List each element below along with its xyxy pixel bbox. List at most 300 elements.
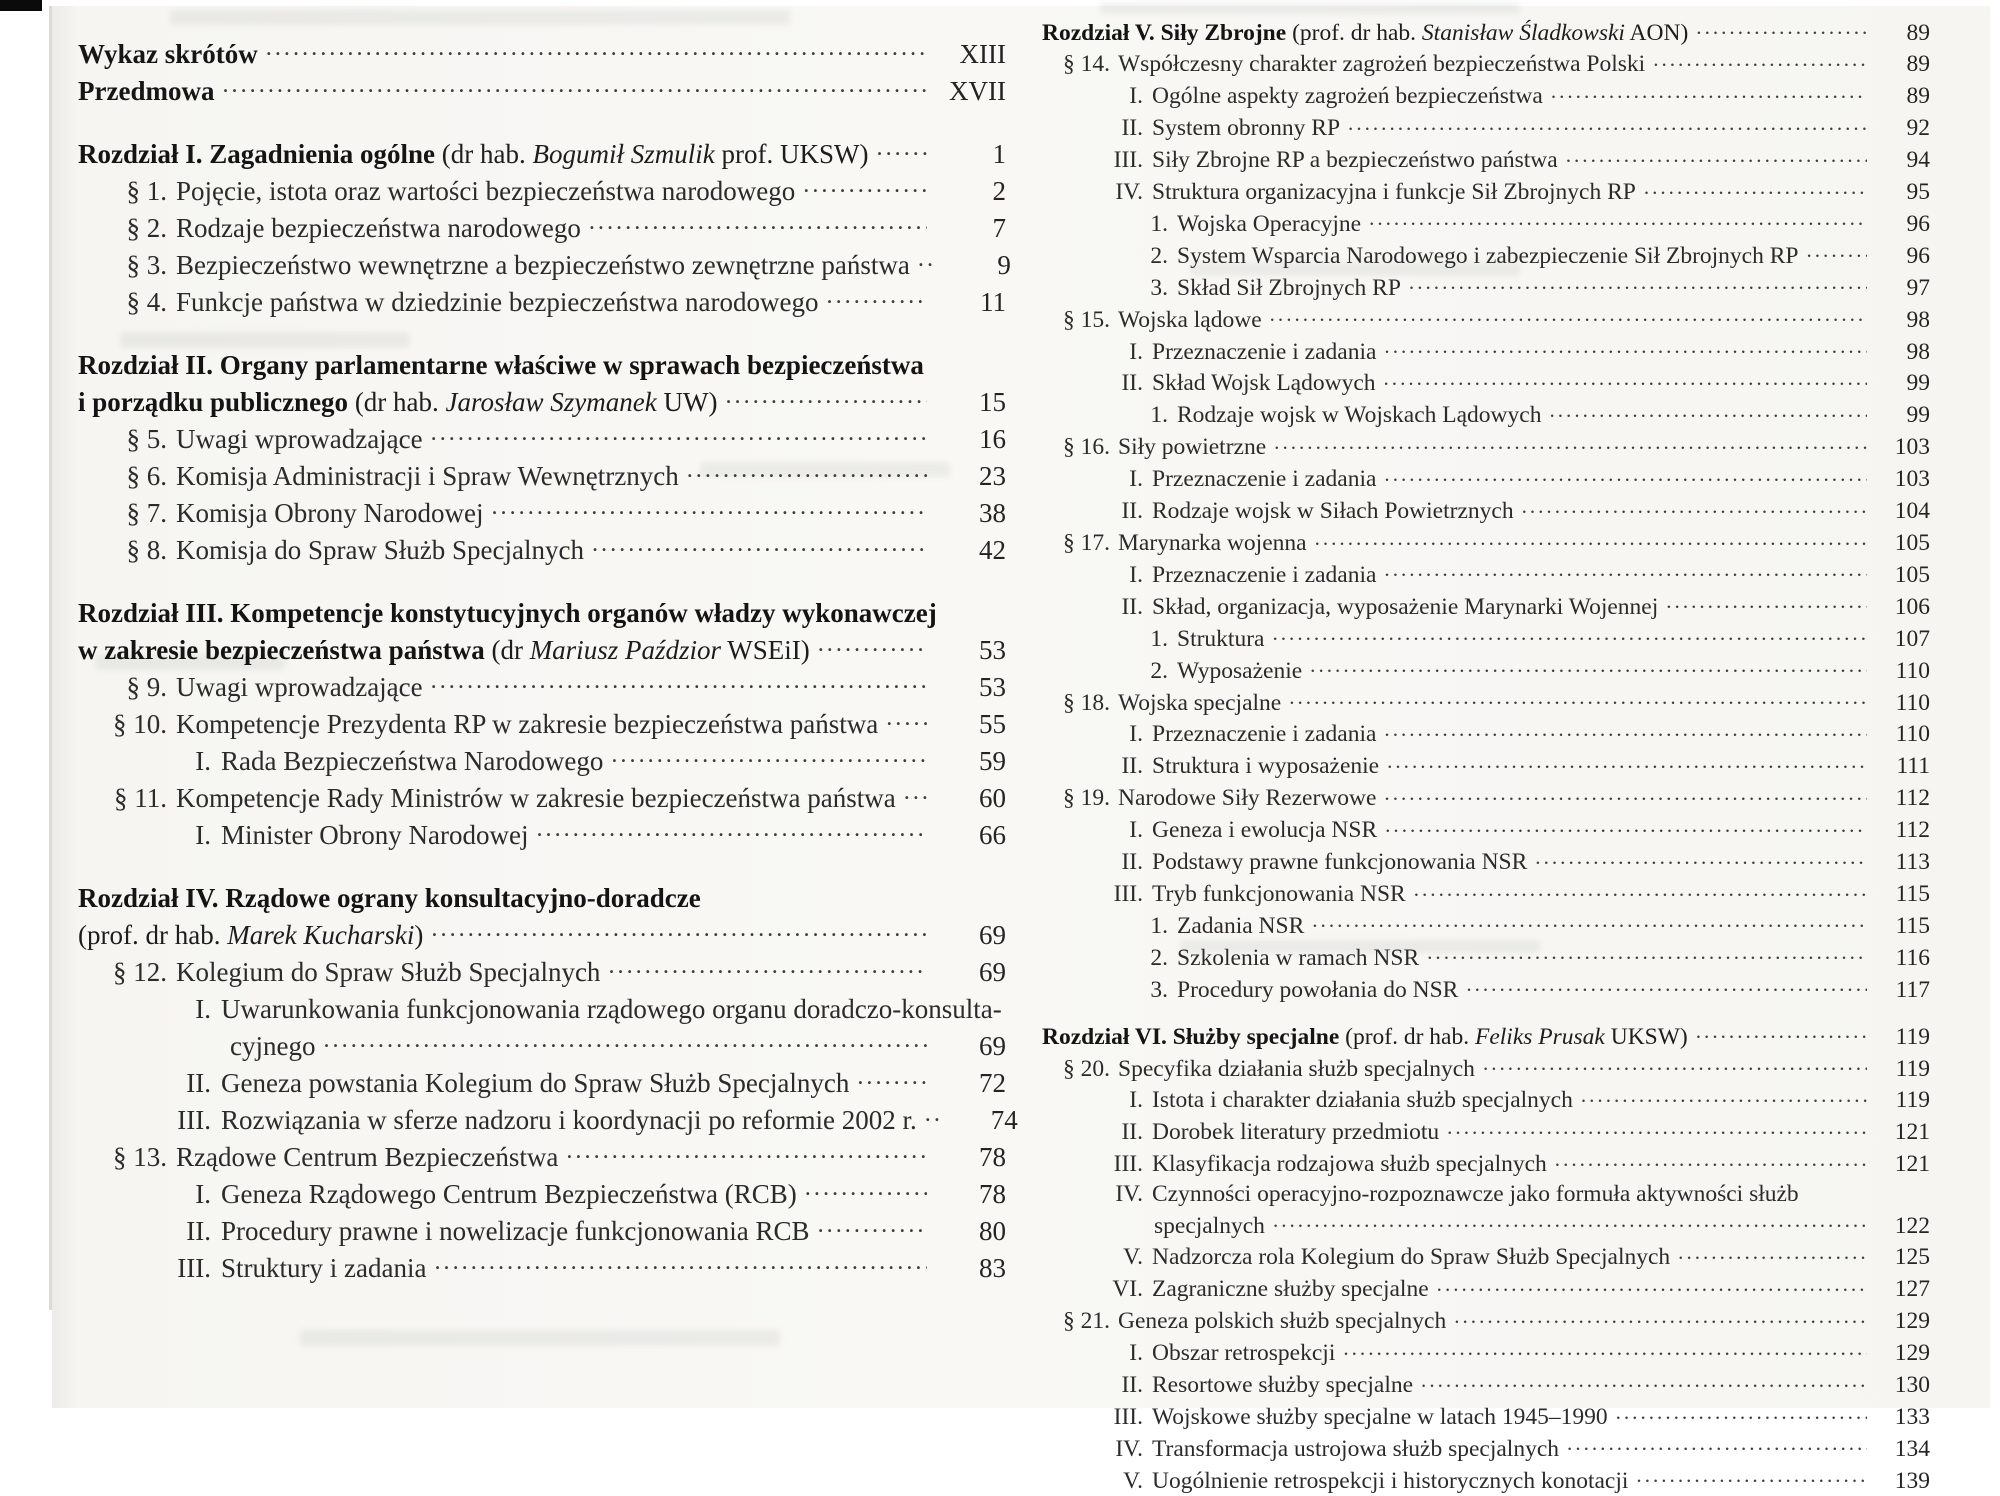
entry-number: IV.: [1115, 1180, 1143, 1207]
toc-row: [78, 1176, 1006, 1213]
dot-leader: [592, 532, 927, 559]
page-number: 74: [990, 1105, 1018, 1135]
page-number: 78: [979, 1142, 1006, 1172]
page-number: 2: [992, 176, 1006, 206]
page-number: 133: [1894, 1403, 1930, 1430]
entry-number: § 12.: [113, 957, 167, 987]
page-number: 110: [1895, 689, 1930, 716]
entry-number: § 13.: [113, 1142, 167, 1172]
dot-leader: [1549, 399, 1867, 423]
toc-row: [78, 73, 1006, 110]
dot-leader: [1581, 1084, 1867, 1108]
entry-number: I.: [1129, 466, 1143, 493]
entry-number: II.: [1121, 1372, 1143, 1399]
dot-leader: [431, 917, 927, 944]
entry-number: II.: [1121, 370, 1143, 397]
entry-label: Szkolenia w ramach NSR: [1177, 944, 1420, 971]
toc-row: [1042, 431, 1930, 463]
dot-leader: [431, 421, 927, 448]
page-number: 1: [992, 139, 1006, 169]
entry-number: II.: [1121, 753, 1143, 780]
toc-row: [1042, 1116, 1930, 1148]
entry-label: Skład, organizacja, wyposażenie Marynarki Wojennej: [1152, 593, 1659, 620]
page-number: 103: [1894, 466, 1930, 493]
toc-row: [1042, 814, 1930, 846]
dot-leader: [1384, 335, 1867, 359]
page-number: 99: [1906, 370, 1930, 397]
page-number: 23: [979, 461, 1006, 491]
toc-row: [1042, 80, 1930, 112]
entry-number: I.: [1129, 83, 1143, 110]
entry-label-segment: Feliks Prusak: [1474, 1023, 1605, 1050]
dot-leader: [1427, 941, 1867, 965]
entry-label: [1042, 19, 1688, 48]
entry-label-segment: AON): [1624, 19, 1689, 46]
entry-label: Narodowe Siły Rezerwowe: [1118, 785, 1377, 812]
entry-label: Procedury prawne i nowelizacje funkcjonowania RCB: [221, 1216, 810, 1246]
entry-label: Czynności operacyjno-rozpoznawcze jako formuła aktywności służb: [1152, 1180, 1799, 1207]
entry-label-segment: Stanisław Śladkowski: [1421, 19, 1625, 46]
entry-label-segment: w zakresie bezpieczeństwa państwa: [78, 635, 492, 665]
page-number: XIII: [959, 39, 1006, 69]
toc-row: [1042, 909, 1930, 941]
page-number: 69: [979, 957, 1006, 987]
page-number: 11: [980, 287, 1006, 317]
page-number: 110: [1895, 721, 1930, 748]
toc-row: [1042, 846, 1930, 878]
entry-number: § 17.: [1063, 530, 1110, 556]
entry-number: III.: [1113, 147, 1143, 174]
page-number: 59: [979, 746, 1006, 776]
entry-label-segment: UKSW): [1604, 1023, 1688, 1050]
dot-leader: [803, 173, 927, 200]
entry-number: II.: [1121, 1119, 1143, 1146]
dot-leader: [1644, 176, 1867, 200]
entry-label: System obronny RP: [1152, 115, 1341, 142]
toc-row: [78, 173, 1006, 210]
entry-number: 3.: [1150, 274, 1168, 301]
entry-number: § 1.: [126, 176, 167, 206]
page-number: 105: [1894, 530, 1930, 556]
entry-number: VI.: [1112, 1276, 1143, 1303]
dot-leader: [266, 36, 927, 63]
page-number: 125: [1894, 1244, 1930, 1271]
dot-leader: [1806, 239, 1867, 263]
dot-leader: [1567, 1432, 1867, 1456]
entry-number: V.: [1123, 1467, 1143, 1494]
entry-number: I.: [1129, 338, 1143, 365]
dot-leader: [1522, 495, 1867, 519]
page-number: 129: [1894, 1308, 1930, 1335]
page-number: 117: [1895, 976, 1930, 1003]
toc-row: [78, 1102, 1018, 1139]
page-number: 129: [1894, 1340, 1930, 1367]
entry-number: 3.: [1150, 976, 1168, 1003]
toc-row: [78, 284, 1006, 321]
dot-leader: [1447, 1116, 1867, 1140]
dot-leader: [1384, 463, 1867, 487]
toc-row: [1042, 495, 1930, 527]
page-number: 53: [979, 635, 1006, 665]
page-number: 69: [979, 1031, 1006, 1061]
page-number: 89: [1906, 83, 1930, 110]
entry-number: I.: [195, 994, 211, 1024]
page-number: 9: [997, 250, 1011, 280]
entry-number: § 15.: [1063, 306, 1110, 333]
toc-row: [78, 384, 1006, 421]
page-number: 89: [1906, 19, 1930, 46]
entry-label: [78, 632, 810, 669]
entry-number: § 16.: [1063, 434, 1110, 461]
toc-row: [1042, 1337, 1930, 1369]
toc-row: [78, 1250, 1006, 1287]
toc-row: [78, 136, 1006, 173]
entry-label: Kompetencje Prezydenta RP w zakresie bezpieczeństwa państwa: [176, 709, 879, 739]
toc-row: [1042, 1464, 1930, 1496]
toc-row: [1042, 463, 1930, 495]
dot-leader: [1535, 846, 1867, 870]
dot-leader: [805, 1176, 927, 1203]
entry-number: IV.: [1115, 1435, 1143, 1462]
entry-number: I.: [1129, 1087, 1143, 1114]
entry-label: Specyfika działania służb specjalnych: [1118, 1055, 1475, 1082]
dot-leader: [431, 669, 927, 696]
entry-label-segment: WSEiI): [720, 635, 810, 665]
toc-row: [78, 1028, 1006, 1065]
toc-row: [78, 632, 1006, 669]
toc-row: [1042, 1084, 1930, 1116]
toc-row: [78, 706, 1006, 743]
entry-label-segment: (dr hab.: [441, 139, 533, 169]
entry-number: § 3.: [126, 250, 167, 280]
toc-row: [1042, 622, 1930, 654]
dot-leader: [589, 210, 927, 237]
toc-row: [78, 743, 1006, 780]
entry-label: Wojskowe służby specjalne w latach 1945–1990: [1152, 1403, 1608, 1430]
page-number: 130: [1894, 1372, 1930, 1399]
dot-leader: [1384, 367, 1867, 391]
entry-label: Procedury powołania do NSR: [1177, 976, 1459, 1003]
page-number: 16: [979, 424, 1006, 454]
toc-row: [1042, 782, 1930, 814]
entry-label-segment: Jarosław Szymanek: [445, 387, 657, 417]
entry-number: 1.: [1150, 210, 1168, 237]
entry-label-segment: Rozdział I. Zagadnienia ogólne: [78, 139, 442, 169]
page-number: 122: [1894, 1212, 1930, 1239]
entry-number: § 6.: [126, 461, 167, 491]
page-number: 105: [1894, 561, 1930, 588]
entry-label: Struktura: [1177, 625, 1265, 652]
toc-row: [1042, 527, 1930, 559]
entry-label: Kolegium do Spraw Służb Specjalnych: [176, 957, 601, 987]
entry-number: 2.: [1150, 944, 1168, 971]
entry-label-segment: i porządku publicznego: [78, 387, 355, 417]
page-number: 96: [1906, 210, 1930, 237]
toc-row: [1042, 973, 1930, 1005]
toc-row: [78, 421, 1006, 458]
toc-row: [78, 532, 1006, 569]
toc-row: [78, 817, 1006, 854]
page-number: 83: [979, 1253, 1006, 1283]
dot-leader: [611, 743, 927, 770]
dot-leader: [1483, 1052, 1867, 1076]
entry-label: Siły Zbrojne RP a bezpieczeństwo państwa: [1152, 147, 1558, 174]
entry-label: Komisja Obrony Narodowej: [176, 498, 484, 528]
dot-leader: [725, 384, 927, 411]
entry-number: 1.: [1150, 912, 1168, 939]
page-number: 127: [1894, 1276, 1930, 1303]
page-number: 94: [1906, 147, 1930, 174]
toc-row: [1042, 718, 1930, 750]
dot-leader: [1696, 1020, 1867, 1044]
entry-number: V.: [1123, 1244, 1143, 1271]
page-number: 78: [979, 1179, 1006, 1209]
entry-number: I.: [195, 746, 211, 776]
entry-label: Kompetencje Rady Ministrów w zakresie bezpieczeństwa państwa: [176, 783, 896, 813]
entry-label: Struktura i wyposażenie: [1152, 753, 1380, 780]
entry-label: Wojska lądowe: [1118, 306, 1262, 333]
entry-label-segment: (dr: [491, 635, 530, 665]
dot-leader: [1384, 558, 1867, 582]
page-number: 98: [1906, 306, 1930, 333]
page-number: 113: [1895, 849, 1930, 876]
toc-row: [78, 210, 1006, 247]
entry-label: Rządowe Centrum Bezpieczeństwa: [176, 1142, 559, 1172]
toc-row: [78, 1213, 1006, 1250]
entry-label: [78, 880, 701, 917]
toc-row: [78, 1139, 1006, 1176]
entry-number: § 11.: [114, 783, 167, 813]
entry-number: III.: [177, 1105, 211, 1135]
page-number: 121: [1894, 1151, 1930, 1178]
page-number: 98: [1906, 338, 1930, 365]
toc-row: [1042, 1020, 1930, 1052]
entry-number: I.: [1129, 1340, 1143, 1367]
entry-number: I.: [195, 820, 211, 850]
entry-label-segment: Rozdział VI. Służby specjalne: [1042, 1023, 1346, 1050]
page-number: 92: [1906, 115, 1930, 142]
entry-number: I.: [1129, 721, 1143, 748]
toc-row: [78, 991, 1006, 1028]
entry-number: § 8.: [126, 535, 167, 565]
dot-leader: [434, 1250, 927, 1277]
toc-row: [78, 495, 1006, 532]
toc-row: [1042, 590, 1930, 622]
page-number: 66: [979, 820, 1006, 850]
entry-label: Funkcje państwa w dziedzinie bezpieczeństwa narodowego: [176, 287, 819, 317]
toc-row: [1042, 941, 1930, 973]
dot-leader: [1384, 782, 1867, 806]
toc-row: [1042, 1369, 1930, 1401]
entry-label: Komisja do Spraw Służb Specjalnych: [176, 535, 584, 565]
page-edge-line: [49, 6, 52, 1310]
page-number: 115: [1895, 880, 1930, 907]
entry-label: Bezpieczeństwo wewnętrzne a bezpieczeństwo zewnętrzne państwa: [176, 250, 910, 280]
entry-number: II.: [1121, 593, 1143, 620]
entry-label-segment: (prof. dr hab.: [78, 920, 228, 950]
entry-number: § 10.: [113, 709, 167, 739]
entry-number: II.: [1121, 498, 1143, 525]
toc-row: [1042, 207, 1930, 239]
page-number: 119: [1895, 1055, 1930, 1082]
toc-left-column: [78, 36, 1018, 1287]
entry-label-segment: Mariusz Paździor: [529, 635, 721, 665]
page-number: 7: [992, 213, 1006, 243]
dot-leader: [877, 136, 928, 163]
entry-label: Uwagi wprowadzające: [176, 424, 423, 454]
entry-number: III.: [177, 1253, 211, 1283]
dot-leader: [1274, 431, 1867, 455]
entry-label: Zadania NSR: [1177, 912, 1305, 939]
page-number: 42: [979, 535, 1006, 565]
entry-number: § 7.: [126, 498, 167, 528]
toc-row: [1042, 16, 1930, 48]
entry-number: III.: [1113, 880, 1143, 907]
page-number: 95: [1906, 179, 1930, 206]
entry-label: Struktury i zadania: [221, 1253, 427, 1283]
dot-leader: [1678, 1241, 1867, 1265]
entry-number: § 18.: [1063, 689, 1110, 716]
page-number: 115: [1895, 912, 1930, 939]
entry-number: 1.: [1150, 402, 1168, 429]
toc-row: [1042, 399, 1930, 431]
entry-number: I.: [195, 1179, 211, 1209]
entry-number: § 20.: [1063, 1055, 1110, 1082]
dot-leader: [818, 1213, 927, 1240]
dot-leader: [1369, 207, 1867, 231]
dot-leader: [1653, 48, 1867, 72]
dot-leader: [904, 780, 927, 807]
entry-label: [78, 384, 717, 421]
dot-leader: [1555, 1148, 1867, 1172]
entry-label: Nadzorcza rola Kolegium do Spraw Służb Specjalnych: [1152, 1244, 1671, 1271]
dot-leader: [1272, 622, 1867, 646]
entry-label: Uwarunkowania funkcjonowania rządowego organu doradczo-konsulta-: [221, 994, 1002, 1024]
dot-leader: [1616, 1400, 1867, 1424]
entry-label: Zagraniczne służby specjalne: [1152, 1276, 1429, 1303]
page-number: 116: [1895, 944, 1930, 971]
entry-label: Skład Wojsk Lądowych: [1152, 370, 1376, 397]
toc-row: [78, 1065, 1006, 1102]
entry-label: Rodzaje wojsk w Siłach Powietrznych: [1152, 498, 1514, 525]
toc-row: [1042, 335, 1930, 367]
dot-leader: [566, 1139, 927, 1166]
entry-label: Rodzaje wojsk w Wojskach Lądowych: [1177, 402, 1542, 429]
dot-leader: [536, 817, 927, 844]
entry-number: IV.: [1115, 179, 1143, 206]
entry-label: Uwagi wprowadzające: [176, 672, 423, 702]
entry-label: cyjnego: [230, 1031, 316, 1061]
entry-number: 1.: [1150, 625, 1168, 652]
entry-label: Rozwiązania w sferze nadzoru i koordynacji po reformie 2002 r.: [221, 1105, 917, 1135]
entry-number: II.: [1121, 115, 1143, 142]
toc-row: [1042, 367, 1930, 399]
page-number: 55: [979, 709, 1006, 739]
entry-label: specjalnych: [1154, 1212, 1265, 1239]
dot-leader: [1409, 271, 1867, 295]
dot-leader: [1454, 1305, 1867, 1329]
scan-corner-mark: [0, 0, 42, 11]
page-number: 119: [1895, 1023, 1930, 1050]
page-number: 119: [1895, 1087, 1930, 1114]
entry-label: Przeznaczenie i zadania: [1152, 338, 1377, 365]
page-number: 103: [1894, 434, 1930, 461]
entry-number: III.: [1113, 1403, 1143, 1430]
entry-label: [1042, 1023, 1688, 1052]
entry-label: Resortowe służby specjalne: [1152, 1372, 1414, 1399]
entry-label: Wykaz skrótów: [78, 39, 258, 69]
page-number: 121: [1894, 1119, 1930, 1146]
page-number: 89: [1906, 51, 1930, 78]
toc-row: [78, 595, 1006, 632]
dot-leader: [1466, 973, 1867, 997]
entry-label: Tryb funkcjonowania NSR: [1152, 880, 1406, 907]
toc-row: [1042, 654, 1930, 686]
entry-label: Geneza powstania Kolegium do Spraw Służb Specjalnych: [221, 1068, 850, 1098]
dot-leader: [857, 1065, 927, 1092]
entry-label: Klasyfikacja rodzajowa służb specjalnych: [1152, 1151, 1547, 1178]
entry-label: [78, 136, 869, 173]
dot-leader: [1343, 1337, 1867, 1361]
toc-row: [1042, 1180, 1930, 1209]
entry-label: Ogólne aspekty zagrożeń bezpieczeństwa: [1152, 83, 1543, 110]
entry-label: Pojęcie, istota oraz wartości bezpieczeństwa narodowego: [176, 176, 796, 206]
toc-row: [1042, 1209, 1930, 1241]
toc-row: [78, 917, 1006, 954]
toc-row: [1042, 558, 1930, 590]
dot-leader: [1289, 686, 1867, 710]
entry-number: § 4.: [126, 287, 167, 317]
page-number: 38: [979, 498, 1006, 528]
dot-leader: [1666, 590, 1867, 614]
page-number: 15: [979, 387, 1006, 417]
dot-leader: [827, 284, 927, 311]
entry-label: Marynarka wojenna: [1118, 530, 1307, 556]
dot-leader: [1696, 16, 1867, 40]
entry-label: Skład Sił Zbrojnych RP: [1177, 274, 1401, 301]
entry-number: II.: [1121, 849, 1143, 876]
page-number: 107: [1894, 625, 1930, 652]
dot-leader: [1312, 909, 1867, 933]
entry-label: Wojska Operacyjne: [1177, 210, 1362, 237]
dot-leader: [1437, 1273, 1867, 1297]
entry-number: I.: [1129, 561, 1143, 588]
toc-row: [1042, 1400, 1930, 1432]
toc-row: [1042, 176, 1930, 208]
toc-row: [78, 347, 1006, 384]
page-number: 96: [1906, 242, 1930, 269]
entry-number: § 2.: [126, 213, 167, 243]
entry-label: Obszar retrospekcji: [1152, 1340, 1336, 1367]
entry-number: I.: [1129, 817, 1143, 844]
page-number: 106: [1894, 593, 1930, 620]
dot-leader: [1421, 1369, 1867, 1393]
dot-leader: [1310, 654, 1867, 678]
toc-row: [1042, 1273, 1930, 1305]
dot-leader: [818, 632, 927, 659]
toc-row: [1042, 1148, 1930, 1180]
toc-row: [1042, 1305, 1930, 1337]
entry-label: Geneza polskich służb specjalnych: [1118, 1308, 1447, 1335]
toc-row: [1042, 877, 1930, 909]
entry-label: Wojska specjalne: [1118, 689, 1282, 716]
dot-leader: [1384, 718, 1867, 742]
page-number: 99: [1906, 402, 1930, 429]
dot-leader: [1385, 814, 1867, 838]
page-number: 97: [1906, 274, 1930, 301]
entry-label: [78, 347, 924, 384]
dot-leader: [1270, 303, 1867, 327]
